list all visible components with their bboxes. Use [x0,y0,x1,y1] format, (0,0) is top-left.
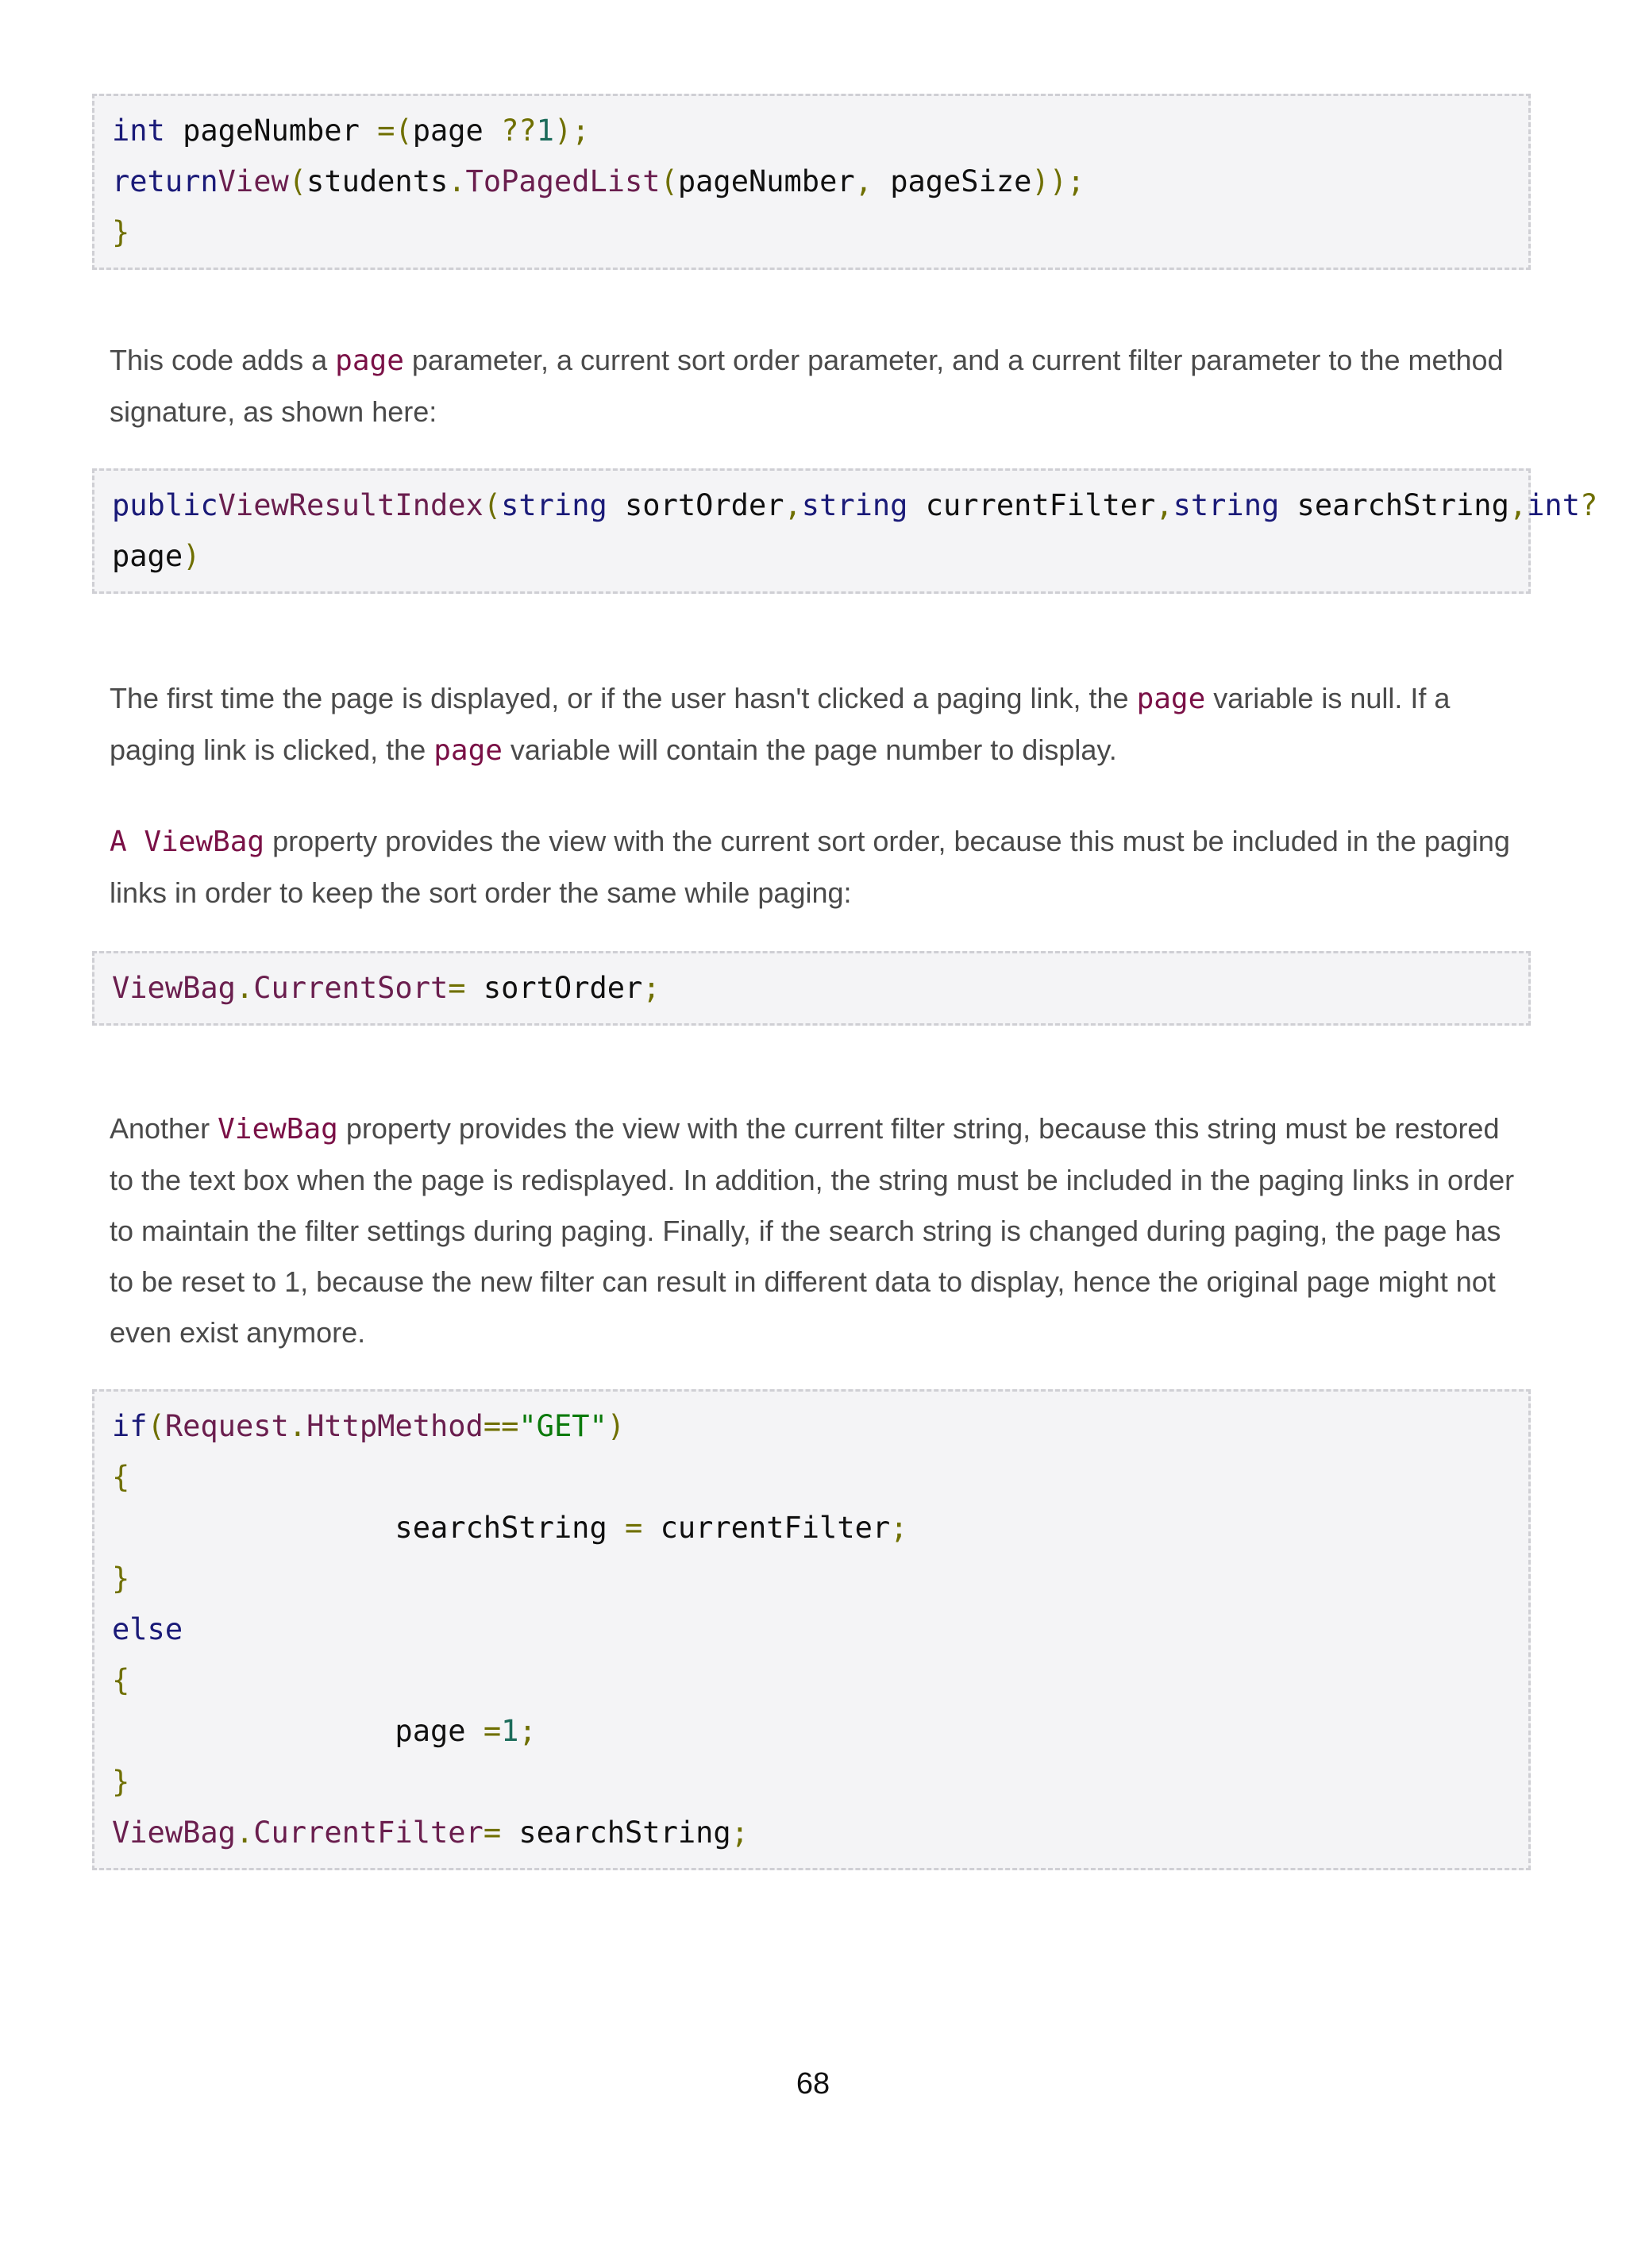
code-token: View [218,164,289,198]
code-token: searchString [501,1816,731,1850]
code-token: if [112,1409,148,1443]
paragraph-text: variable is null. If a paging link is clicked, the [110,682,1451,766]
inline-code: page [433,734,503,767]
code-line [112,1808,1512,1858]
code-line [112,1655,1512,1706]
inline-code: A ViewBag [110,826,265,858]
code-token: = [625,1511,643,1545]
code-token: pageNumber [677,164,855,198]
code-token: ( [147,1409,165,1443]
code-token: sortOrder [607,488,784,522]
code-token: Index [395,488,484,522]
code-token: int [112,114,165,148]
paragraph-text: property provides the view with the current sort order, because this must be included in the paging links in order to keep the sort order the same while paging: [110,825,1510,909]
code-token: students [306,164,449,198]
code-line [112,156,1512,207]
code-token: ) [607,1409,626,1443]
code-indent [112,1511,395,1545]
code-token: sortOrder [465,971,643,1005]
code-token: )); [1031,164,1085,198]
code-line [112,963,1512,1014]
code-token: int [1527,488,1580,522]
code-token: searchString [1279,488,1509,522]
code-token: , [1508,488,1528,522]
code-token: currentFilter [642,1511,891,1545]
code-token: } [112,215,130,249]
code-token: = [483,1714,502,1748]
code-token: . [448,164,466,198]
code-token: else [112,1612,183,1646]
code-line [112,531,1512,582]
code-token: ( [660,164,678,198]
paragraph-text: property provides the view with the current filter string, because this string must be restored to the text box when the page is redisplayed. In addition, the string must be included in the paging links in order to maintain the filter settings during paging. Finally, if the search string is changed during paging, the page has to be reset to 1, because the new filter can result in different data to display, hence the original page might not even exist anymore. [110,1112,1515,1349]
code-token: CurrentSort [253,971,449,1005]
code-line [112,1452,1512,1503]
code-token: = [448,971,466,1005]
paragraph-page-parameter [110,335,1523,437]
code-token: 1 [536,114,554,148]
code-token: return [112,164,218,198]
inline-code: ViewBag [218,1113,338,1146]
code-block-paged-list [92,94,1531,270]
code-line [112,1757,1512,1808]
code-token: , [1155,488,1173,522]
code-token: searchString [395,1511,626,1545]
code-line [112,480,1598,531]
paragraph-text: parameter, a current sort order parameter, and a current filter parameter to the method signature, as shown here: [110,344,1504,428]
code-line [112,1604,1512,1655]
code-indent [112,1714,395,1748]
code-token: pageSize [890,164,1032,198]
code-token: page [412,114,502,148]
code-block-current-sort [92,951,1531,1026]
code-block-method-signature [92,468,1598,594]
code-token: , [784,488,802,522]
code-line [112,1503,1512,1554]
code-token: ; [890,1511,908,1545]
code-token: { [112,1460,130,1494]
code-token: } [112,1765,130,1799]
code-token: 1 [501,1714,519,1748]
code-token: CurrentFilter [253,1816,484,1850]
code-token: string [501,488,607,522]
code-block-http-method [92,1389,1531,1870]
code-token: ToPagedList [465,164,661,198]
code-token: ViewResult [218,488,395,522]
code-token: ); [553,114,590,148]
code-token: { [112,1663,130,1697]
code-token: HttpMethod [306,1409,484,1443]
code-line [112,207,1512,258]
code-token: public [112,488,218,522]
paragraph-text: Another [110,1112,218,1145]
code-token: . [235,971,254,1005]
code-token: string [1173,488,1280,522]
paragraph-text: This code adds a [110,344,336,376]
code-token: = [483,1816,502,1850]
code-token: ; [518,1714,537,1748]
code-token: page [112,539,183,573]
code-token: ? [1579,488,1598,522]
paragraph-viewbag-filter [110,1103,1523,1358]
code-token: string [801,488,908,522]
code-token: Request [164,1409,289,1443]
code-token: ViewBag [112,971,236,1005]
paragraph-page-variable [110,673,1523,776]
page-number: 68 [796,2067,830,2100]
code-token: . [235,1816,254,1850]
code-token: ( [483,488,502,522]
code-token: } [112,1561,130,1596]
code-token: =( [377,114,413,148]
code-token: == [483,1409,519,1443]
paragraph-viewbag-sort [110,816,1523,918]
inline-code: page [335,345,404,377]
code-token: pageNumber [164,114,378,148]
code-token: ; [730,1816,749,1850]
code-line [112,1554,1512,1604]
code-line [112,1401,1512,1452]
code-token: ViewBag [112,1816,236,1850]
code-token: currentFilter [907,488,1156,522]
code-token: . [288,1409,307,1443]
code-token: ?? [501,114,537,148]
code-token: , [854,164,891,198]
paragraph-text: variable will contain the page number to display. [502,734,1117,766]
code-line [112,106,1512,156]
code-token: ; [642,971,661,1005]
code-token: ( [288,164,307,198]
code-token: page [395,1714,484,1748]
paragraph-text: The first time the page is displayed, or if the user hasn't clicked a paging link, the [110,682,1137,714]
code-line [112,1706,1512,1757]
code-token: ) [183,539,201,573]
inline-code: page [1136,683,1206,715]
code-token: "GET" [518,1409,607,1443]
